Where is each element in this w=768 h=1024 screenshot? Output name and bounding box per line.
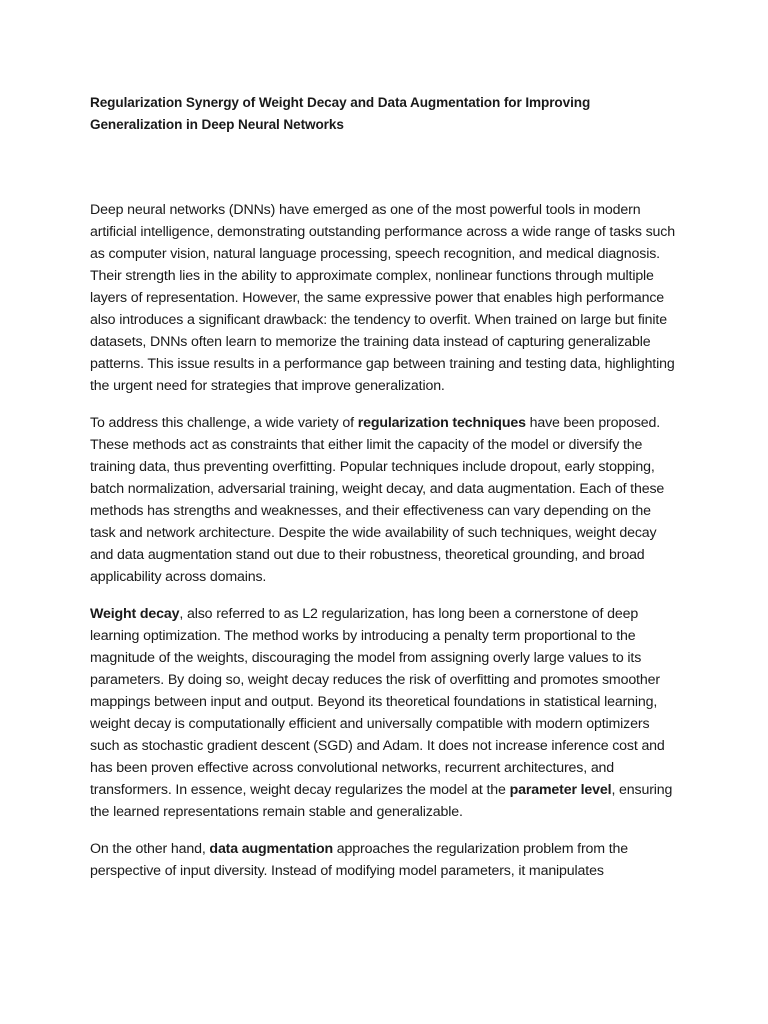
- paragraph-text: On the other hand,: [90, 841, 210, 857]
- bold-term-regularization-techniques: regularization techniques: [357, 415, 526, 431]
- paragraph-text: , also referred to as L2 regularization, has long been a cornerstone of deep learning optimization. The method works by introducing a penalty term proportional to the magnitude of the weights, discouraging the model from assigning overly large values to its parameters. By doing so, weight decay reduces the risk of overfitting and promotes smoother mappings between input and output. Beyond its theoretical foundations in statistical learning, weight decay is computationally efficient and universally compatible with modern optimizers such as stochastic gradient descent (SGD) and Adam. It does not increase inference cost and has been proven effective across convolutional networks, recurrent architectures, and transformers. In essence, weight decay regularizes the model at the: [90, 606, 665, 798]
- paragraph-text: To address this challenge, a wide variety of: [90, 415, 358, 431]
- paragraph-weight-decay: [90, 603, 680, 823]
- document-body: [90, 92, 680, 882]
- paragraph-intro: Deep neural networks (DNNs) have emerged as one of the most powerful tools in modern artificial intelligence, demonstrating outstanding performance across a wide range of tasks such as computer vision, natural language processing, speech recognition, and medical diagnosis. Their strength lies in the ability to approximate complex, nonlinear functions through multiple layers of representation. However, the same expressive power that enables high performance also introduces a significant drawback: the tendency to overfit. When trained on large but finite datasets, DNNs often learn to memorize the training data instead of capturing generalizable patterns. This issue results in a performance gap between training and testing data, highlighting the urgent need for strategies that improve generalization.: [90, 202, 675, 394]
- paragraph-regularization: [90, 412, 680, 588]
- paragraph-text: approaches the regularization problem from the perspective of input diversity. Instead of modifying model parameters, it manipulates: [90, 841, 628, 879]
- bold-term-data-augmentation: data augmentation: [209, 841, 333, 857]
- document-title: Regularization Synergy of Weight Decay and Data Augmentation for Improving Generalization in Deep Neural Networks: [90, 95, 591, 132]
- bold-term-parameter-level: parameter level: [509, 782, 612, 798]
- paragraph-data-augmentation: [90, 838, 680, 882]
- paragraph-text: , ensuring the learned representations remain stable and generalizable.: [90, 782, 673, 820]
- paragraph-text: have been proposed. These methods act as constraints that either limit the capacity of the model or diversify the training data, thus preventing overfitting. Popular techniques include dropout, early stopping, batch normalization, adversarial training, weight decay, and data augmentation. Each of these methods has strengths and weaknesses, and their effectiveness can vary depending on the task and network architecture. Despite the wide availability of such techniques, weight decay and data augmentation stand out due to their robustness, theoretical grounding, and broad applicability across domains.: [90, 415, 665, 585]
- bold-term-weight-decay: Weight decay: [90, 606, 180, 622]
